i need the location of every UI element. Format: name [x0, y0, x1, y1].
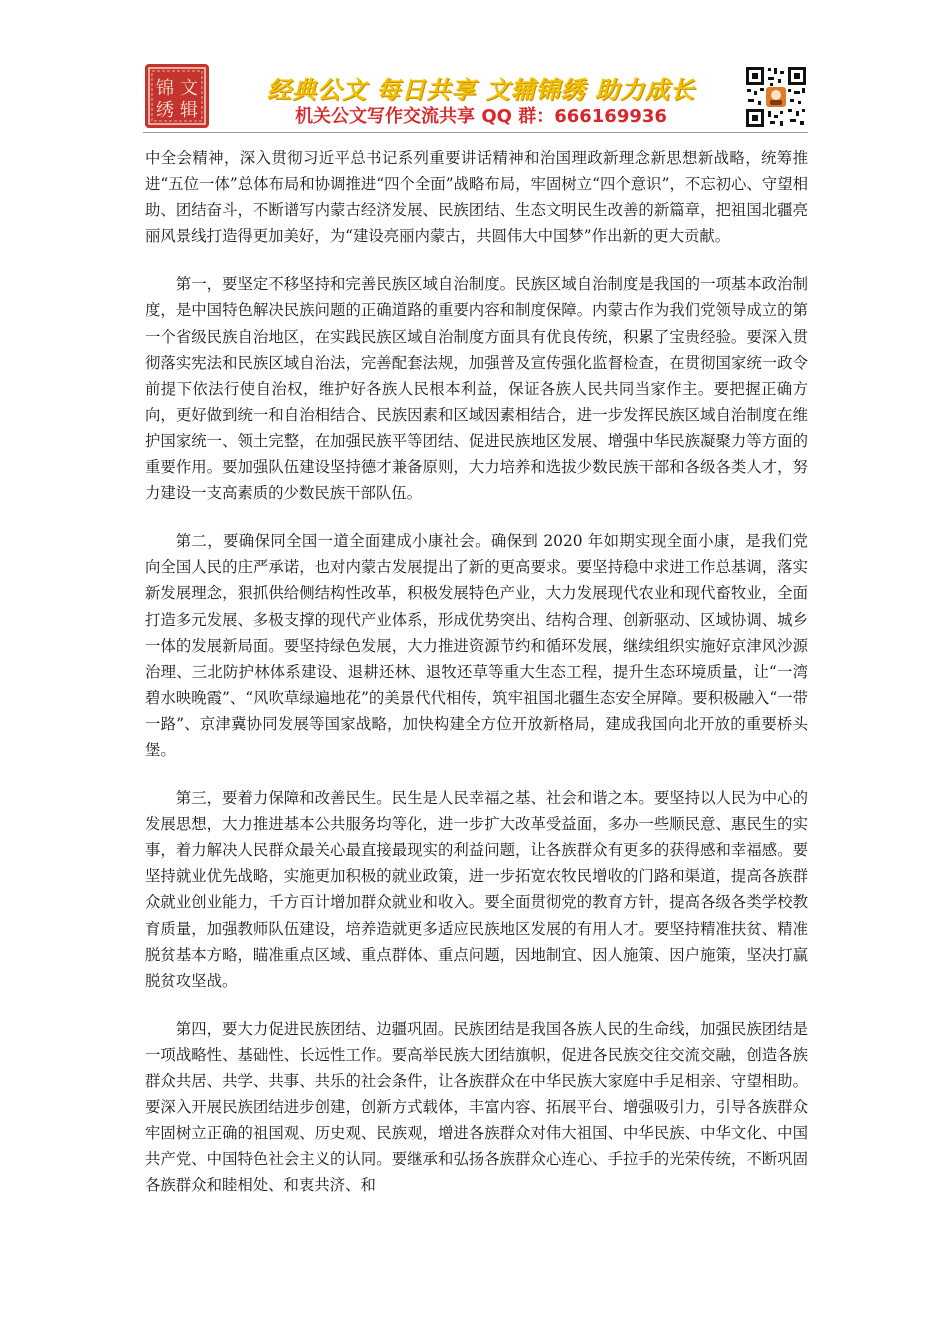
svg-text:锦: 锦 — [156, 78, 174, 99]
paragraph-intro-continuation: 中全会精神，深入贯彻习近平总书记系列重要讲话精神和治国理政新理念新思想新战略，统筹推进“五位一体”总体布局和协调推进“四个全面”战略布局，牢固树立“四个意识”，不忘初心、守望相助、团结奋斗，不断谱写内蒙古经济发展、民族团结、生态文明民生改善的新篇章，把祖国北疆亮丽风景线打造得更加美好，为“建设亮丽内蒙古，共圆伟大中国梦”作出新的更大贡献。 — [145, 149, 808, 246]
header-divider — [143, 132, 808, 133]
paragraph-point-one: 第一，要坚定不移坚持和完善民族区域自治制度。民族区域自治制度是我国的一项基本政治制度，是中国特色解决民族问题的正确道路的重要内容和制度保障。内蒙古作为我们党领导成立的第一个省级民族自治地区，在实践民族区域自治制度方面具有优良传统，积累了宝贵经验。要深入贯彻落实宪法和民族区域自治法，完善配套法规，加强普及宣传强化监督检查，在贯彻国家统一政令前提下依法行使自治权，维护好各族人民根本利益，保证各族人民共同当家作主。要把握正确方向，更好做到统一和自治相结合、民族因素和区域因素相结合，进一步发挥民族区域自治制度在维护国家统一、领土完整，在加强民族平等团结、促进民族地区发展、增强中华民族凝聚力等方面的重要作用。要加强队伍建设坚持德才兼备原则，大力培养和选拔少数民族干部和各级各类人才，努力建设一支高素质的少数民族干部队伍。 — [145, 275, 808, 503]
paragraph-point-two: 第二，要确保同全国一道全面建成小康社会。确保到 2020 年如期实现全面小康，是我们党向全国人民的庄严承诺，也对内蒙古发展提出了新的更高要求。要坚持稳中求进工作总基调，落实新发展理念，狠抓供给侧结构性改革，积极发展特色产业，大力发展现代农业和现代畜牧业，全面打造多元发展、多极支撑的现代产业体系，形成优势突出、结构合理、创新驱动、区域协调、城乡一体的发展新局面。要坚持绿色发展，大力推进资源节约和循环发展，继续组织实施好京津风沙源治理、三北防护林体系建设、退耕还林、退牧还草等重大生态工程，提升生态环境质量，让“一湾碧水映晚霞”、“风吹草绿遍地花”的美景代代相传，筑牢祖国北疆生态安全屏障。要积极融入“一带一路”、京津冀协同发展等国家战略，加快构建全方位开放新格局，建成我国向北开放的重要桥头堡。 — [145, 532, 808, 759]
svg-text:辑: 辑 — [180, 100, 198, 121]
svg-text:文: 文 — [180, 78, 198, 99]
page-header — [143, 62, 808, 130]
document-body — [145, 145, 808, 1220]
seal-logo — [143, 62, 211, 130]
paragraph-point-three: 第三，要着力保障和改善民生。民生是人民幸福之基、社会和谐之本。要坚持以人民为中心的发展思想，大力推进基本公共服务均等化，进一步扩大改革受益面，多办一些顺民意、惠民生的实事，着力解决人民群众最关心最直接最现实的利益问题，让各族群众有更多的获得感和幸福感。要坚持就业优先战略，实施更加积极的就业政策，进一步拓宽农牧民增收的门路和渠道，提高各族群众就业创业能力，千方百计增加群众就业和收入。要全面贯彻党的教育方针，提高各级各类学校教育质量，加强教师队伍建设，培养造就更多适应民族地区发展的有用人才。要坚持精准扶贫、精准脱贫基本方略，瞄准重点区域、重点群体、重点问题，因地制宜、因人施策、因户施策，坚决打赢脱贫攻坚战。 — [145, 789, 808, 990]
qq-group-line: 机关公文写作交流共享 QQ 群：666169936 — [295, 106, 667, 127]
qr-code-icon[interactable] — [744, 65, 808, 129]
svg-text:绣: 绣 — [156, 100, 174, 121]
paragraph-point-four: 第四，要大力促进民族团结、边疆巩固。民族团结是我国各族人民的生命线，加强民族团结是一项战略性、基础性、长远性工作。要高举民族大团结旗帜，促进各民族交往交流交融，创造各族群众共居、共学、共事、共乐的社会条件，让各族群众在中华民族大家庭中手足相亲、守望相助。要深入开展民族团结进步创建，创新方式载体，丰富内容、拓展平台、增强吸引力，引导各族群众牢固树立正确的祖国观、历史观、民族观，增进各族群众对伟大祖国、中华民族、中华文化、中国共产党、中国特色社会主义的认同。要继承和弘扬各族群众心连心、手拉手的光荣传统，不断巩固各族群众和睦相处、和衷共济、和 — [145, 1019, 808, 1195]
header-slogan: 经典公文 每日共享 文辅锦绣 助力成长 — [266, 76, 696, 104]
